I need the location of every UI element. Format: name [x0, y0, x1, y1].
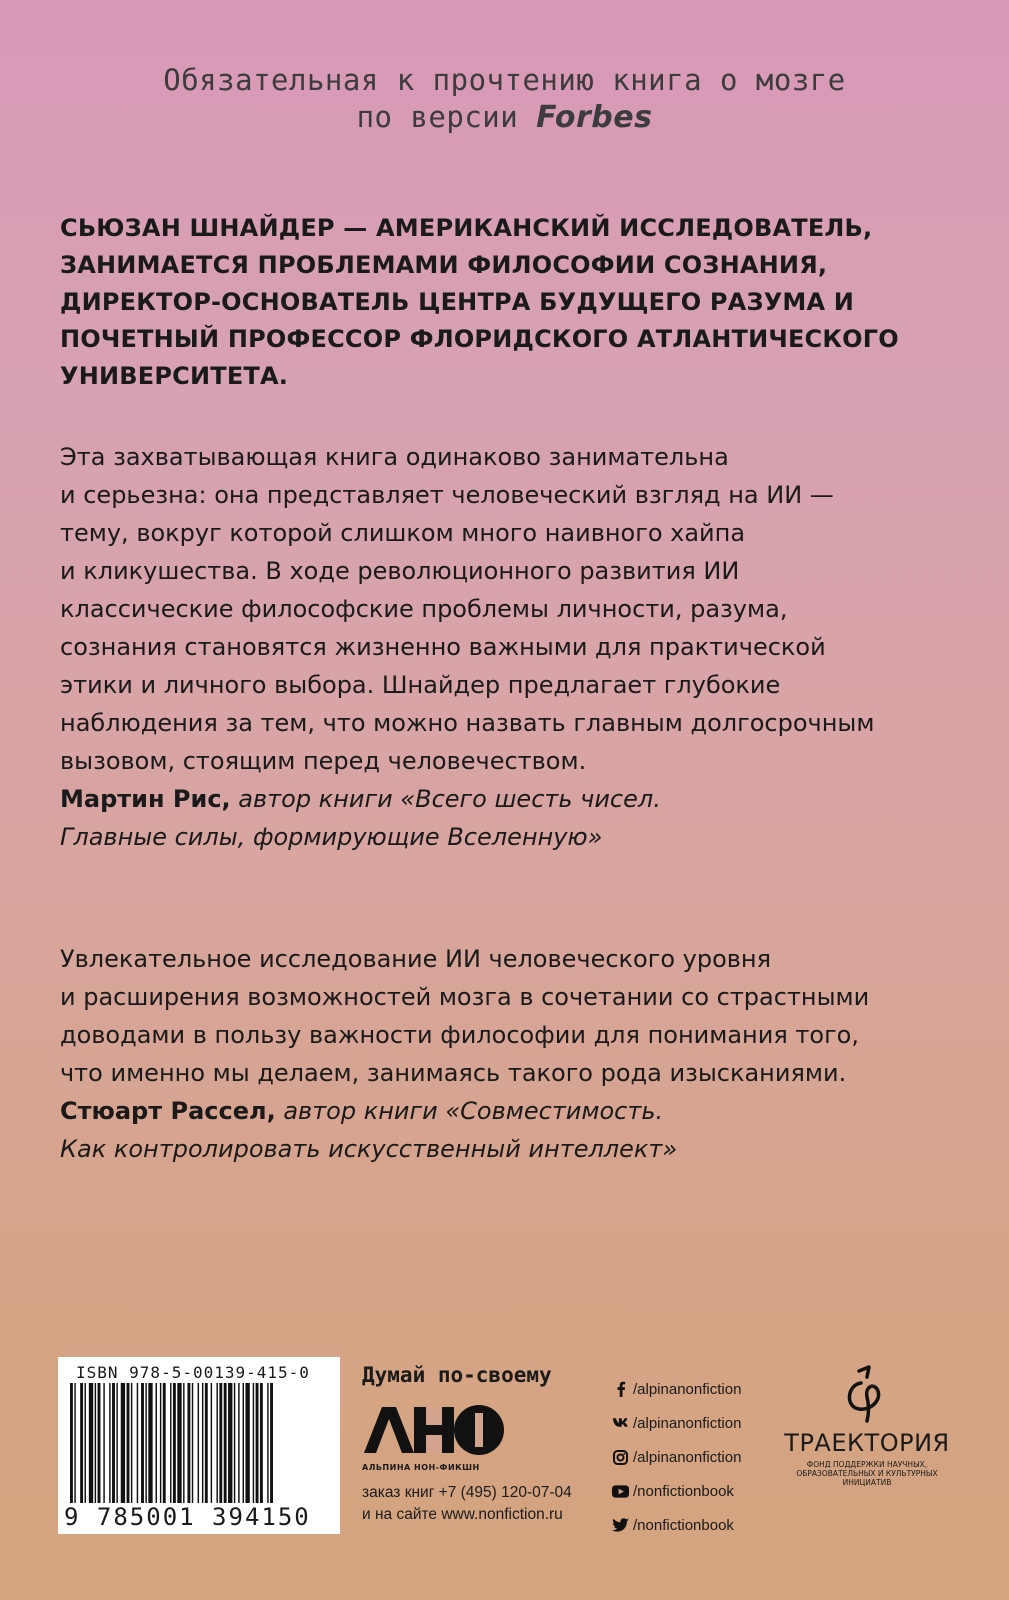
social-handle: /alpinanonfiction	[633, 1414, 742, 1432]
social-links	[612, 1372, 741, 1542]
publisher-slogan: Думай по-своему	[362, 1363, 552, 1387]
youtube-icon	[612, 1483, 629, 1500]
order-phone: заказ книг +7 (495) 120-07-04	[362, 1484, 572, 1501]
twitter-icon	[612, 1517, 629, 1534]
instagram-icon	[612, 1449, 629, 1466]
publisher-contacts	[362, 1482, 572, 1526]
quote-author: Мартин Рис,	[60, 785, 231, 813]
quote-author: Стюарт Рассел,	[60, 1097, 276, 1125]
isbn-label: ISBN 978-5-00139-415-0	[76, 1363, 310, 1382]
tagline-prefix: по версии	[356, 100, 537, 134]
trajectory-name: ТРАЕКТОРИЯ	[784, 1429, 950, 1457]
tagline-line-2	[0, 99, 1009, 136]
website: и на сайте www.nonfiction.ru	[362, 1506, 563, 1523]
ano-logo	[362, 1403, 507, 1461]
social-instagram[interactable]	[612, 1440, 741, 1474]
quote-attribution	[60, 780, 960, 856]
social-vk[interactable]	[612, 1406, 741, 1440]
quote-attribution	[60, 1092, 960, 1168]
quote-source: автор книги «Совместимость.	[275, 1097, 664, 1125]
publisher-name: АЛЬПИНА НОН-ФИКШН	[362, 1463, 480, 1472]
barcode-bars	[68, 1383, 330, 1503]
social-handle: /alpinanonfiction	[633, 1448, 742, 1466]
author-bio: СЬЮЗАН ШНАЙДЕР — АМЕРИКАНСКИЙ ИССЛЕДОВАТЕЛЬ, ЗАНИМАЕТСЯ ПРОБЛЕМАМИ ФИЛОСОФИИ СОЗНАНИЯ, ДИРЕКТОР-ОСНОВАТЕЛЬ ЦЕНТРА БУДУЩЕГО РАЗУМА И ПОЧЕТНЫЙ ПРОФЕССОР ФЛОРИДСКОГО АТЛАНТИЧЕСКОГО УНИВЕРСИТЕТА.	[60, 214, 899, 390]
ean-number: 9 785001 394150	[64, 1503, 311, 1531]
social-facebook[interactable]	[612, 1372, 741, 1406]
quote-text: Эта захватывающая книга одинаково занимательна и серьезна: она представляет человеческий взгляд на ИИ — тему, вокруг которой слишком много наивного хайпа и кликушества. В ходе революционного развития ИИ классические философские проблемы личности, разума, сознания становятся жизненно важными для практической этики и личного выбора. Шнайдер предлагает глубокие наблюдения за тем, что можно назвать главным долгосрочным вызовом, стоящим перед человечеством.	[60, 443, 875, 775]
social-twitter[interactable]	[612, 1508, 741, 1542]
vk-icon	[612, 1415, 629, 1432]
review-quote-2	[60, 940, 960, 1168]
review-quote-1	[60, 438, 960, 856]
quote-source-cont: Как контролировать искусственный интеллект»	[60, 1135, 678, 1163]
trajectory-description: ФОНД ПОДДЕРЖКИ НАУЧНЫХ, ОБРАЗОВАТЕЛЬНЫХ И КУЛЬТУРНЫХ ИНИЦИАТИВ	[796, 1460, 938, 1487]
quote-source: автор книги «Всего шесть чисел.	[230, 785, 661, 813]
social-handle: /alpinanonfiction	[633, 1380, 742, 1398]
tagline-line-1: Обязательная к прочтению книга о мозге	[163, 63, 846, 97]
social-youtube[interactable]	[612, 1474, 741, 1508]
quote-source-cont: Главные силы, формирующие Вселенную»	[60, 823, 603, 851]
social-handle: /nonfictionbook	[633, 1516, 734, 1534]
social-handle: /nonfictionbook	[633, 1482, 734, 1500]
forbes-brand: Forbes	[536, 100, 653, 135]
isbn-barcode	[58, 1357, 340, 1534]
trajectory-logo	[782, 1365, 952, 1487]
tagline	[0, 62, 1009, 136]
trajectory-emblem-icon	[837, 1365, 897, 1423]
quote-text: Увлекательное исследование ИИ человеческого уровня и расширения возможностей мозга в сочетании со страстными доводами в пользу важности философии для понимания того, что именно мы делаем, занимаясь такого рода изысканиями.	[60, 945, 870, 1087]
facebook-icon	[612, 1381, 629, 1398]
